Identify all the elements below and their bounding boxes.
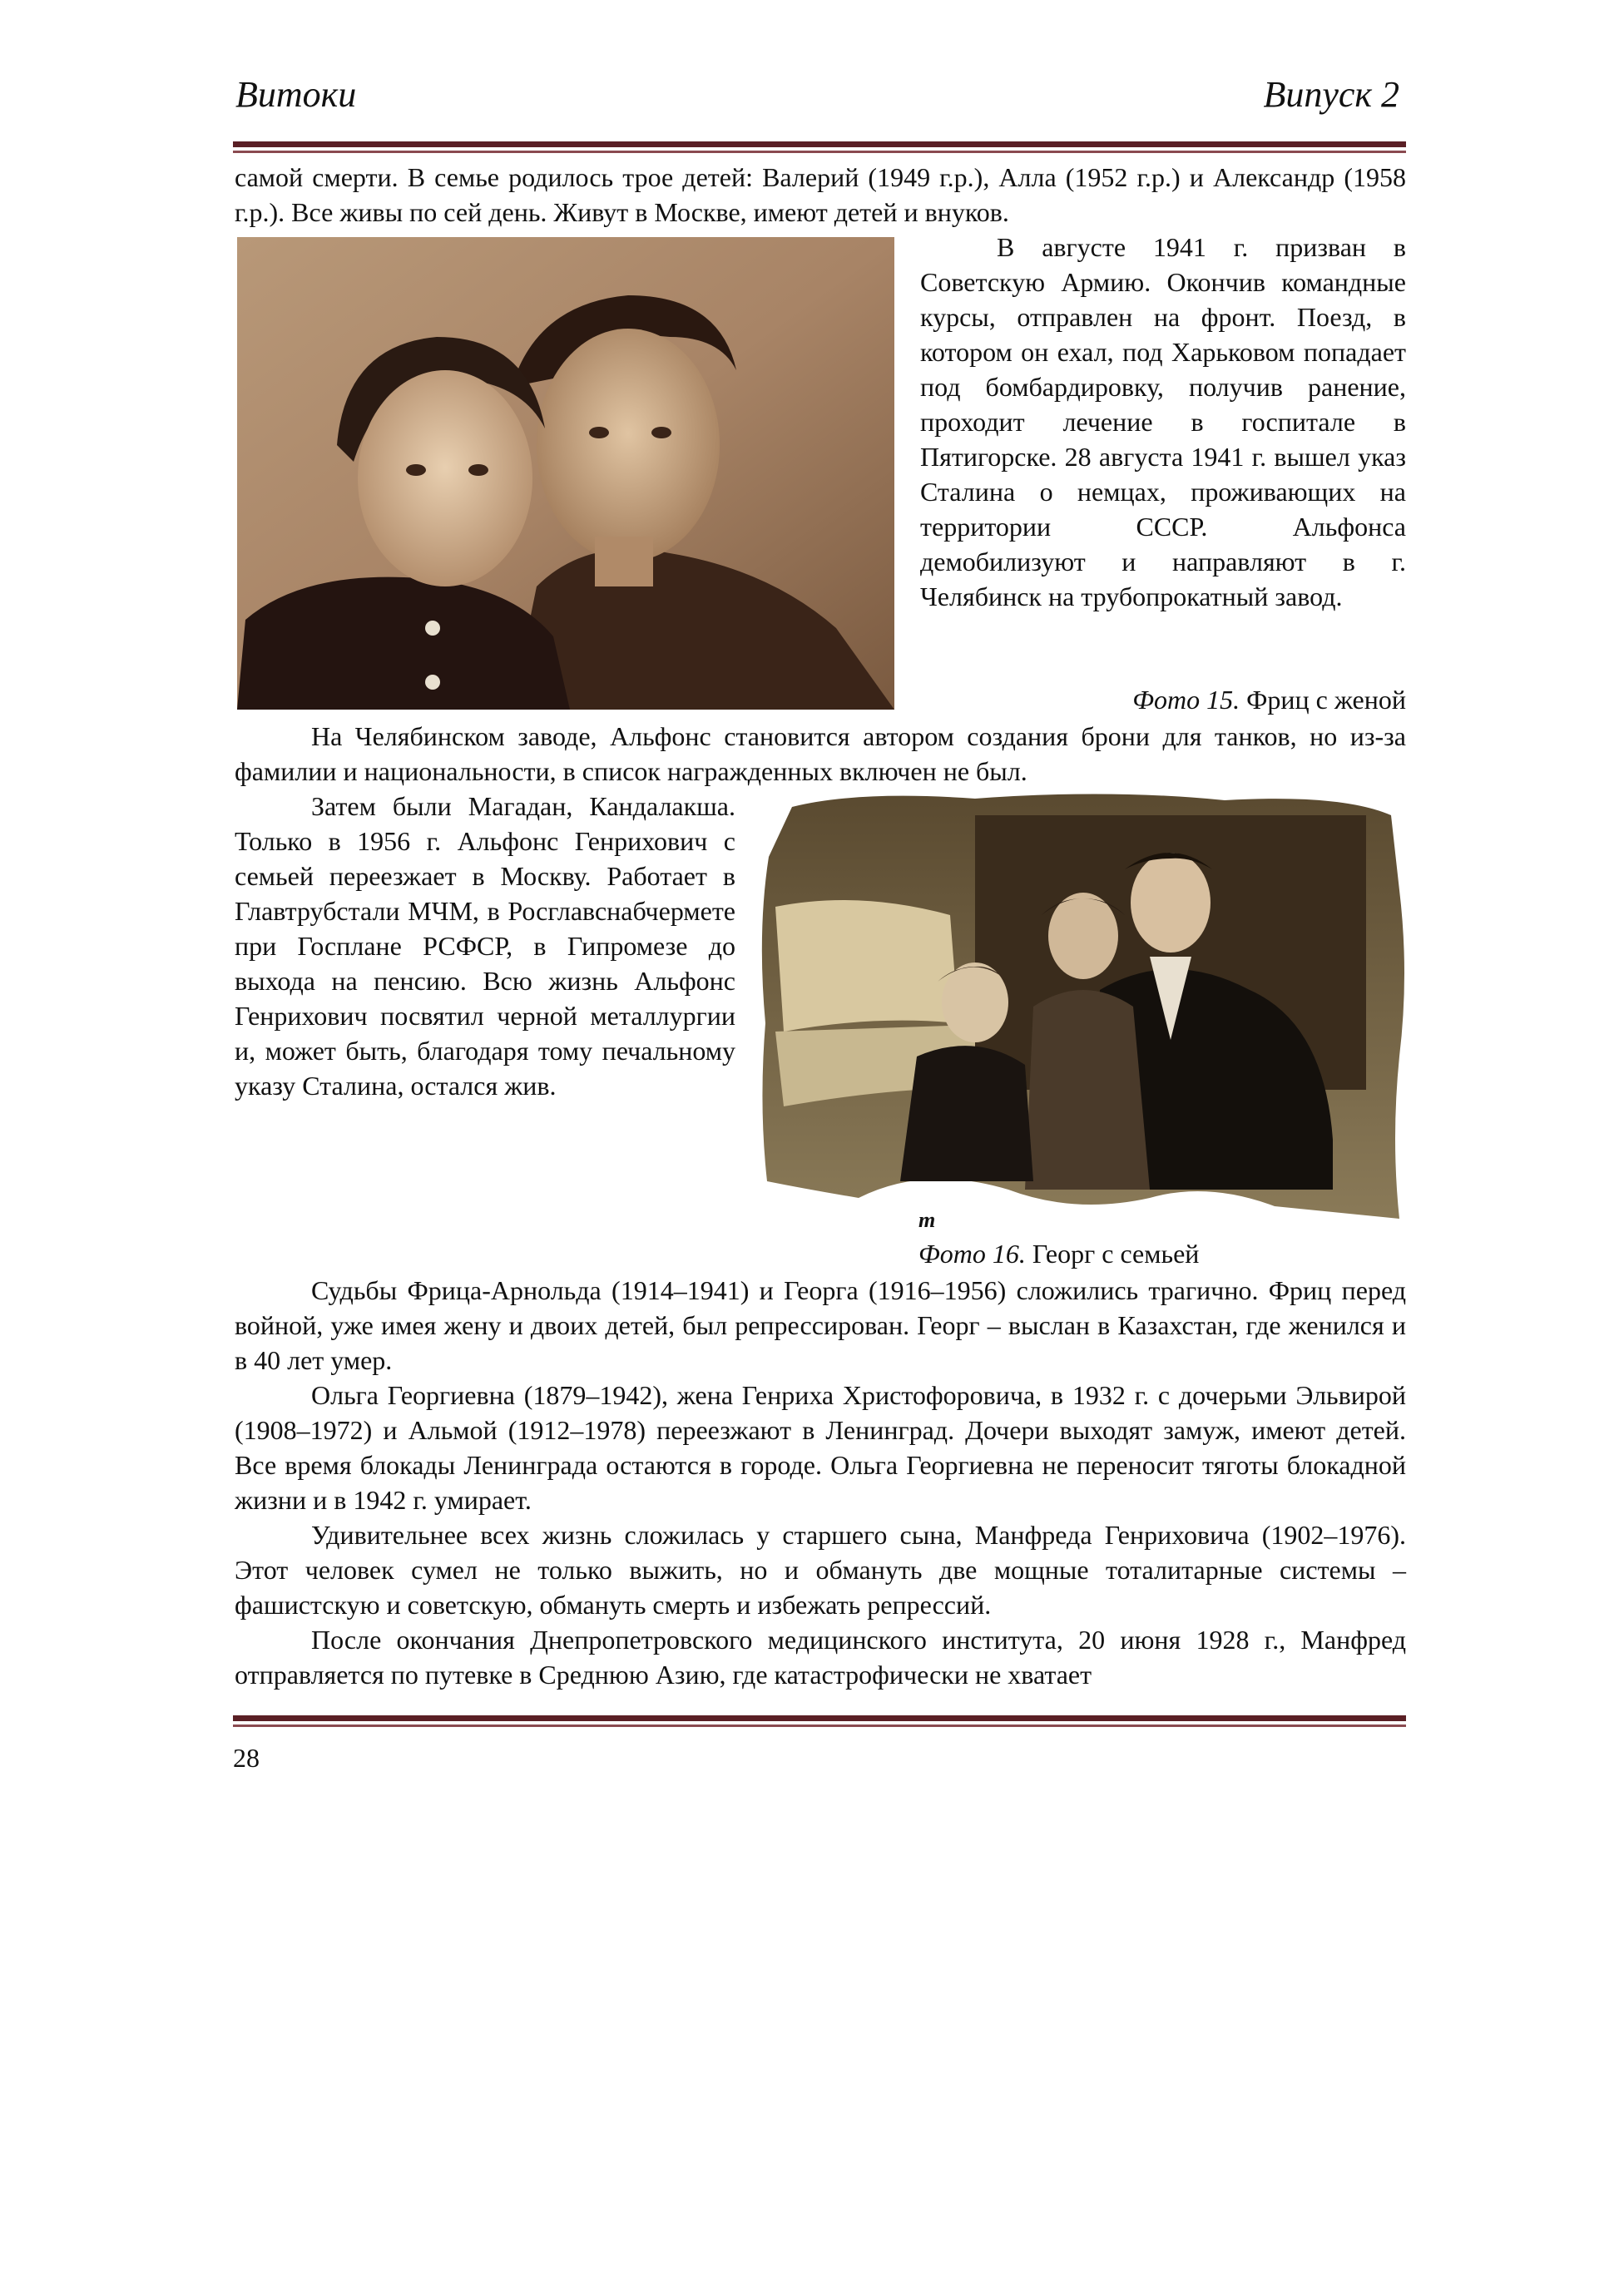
photo-georg-with-family <box>759 790 1409 1219</box>
photo15-caption-text: Фриц с женой <box>1240 685 1406 715</box>
paragraph-fritz-georg: Судьбы Фрица-Арнольда (1914–1941) и Георга (1916–1956) сложились трагично. Фриц перед войной, уже имея жену и двоих детей, был репрессирован. Георг – выслан в Казахстан, где женился и в 40 лет умер. <box>235 1275 1406 1375</box>
paragraph-institute: После окончания Днепропетровского медицинского института, 20 июня 1928 г., Манфред отправляется по путевке в Среднюю Азию, где катастрофически не хватает <box>235 1625 1406 1690</box>
running-header-issue: Випуск 2 <box>1263 74 1399 115</box>
page-number: 28 <box>233 1743 260 1773</box>
intro-paragraph: самой смерти. В семье родилось трое детей: Валерий (1949 г.р.), Алла (1952 г.р.) и Александр (1958 г.р.). Все живы по сей день. Живут в Москве, имеют детей и внуков. <box>235 162 1406 227</box>
side-paragraph-moscow: Затем были Магадан, Кандалакша. Только в 1956 г. Альфонс Генрихович с семьей переезжает в Москву. Работает в Главтрубстали МЧМ, в Росглавснабчермете при Госплане РСФСР, в Гипромезе до выхода на пенсию. Всю жизнь Альфонс Генрихович посвятил черной металлургии и, может быть, благодаря тому печальному указу Сталина, остался жив. <box>235 791 735 1101</box>
photo-fritz-with-wife <box>237 237 894 710</box>
photo15-caption <box>1132 682 1406 717</box>
paragraph-chelyabinsk: На Челябинском заводе, Альфонс становится автором создания брони для танков, но из-за фамилии и национальности, в список награжденных включен не был. <box>235 721 1406 786</box>
photo16-caption <box>918 1236 1199 1271</box>
paragraph-olga: Ольга Георгиевна (1879–1942), жена Генриха Христофоровича, в 1932 г. с дочерьми Эльвирой (1908–1972) и Альмой (1912–1978) переезжают в Ленинград. Дочери выходят замуж, имеют детей. Все время блокады Ленинграда остаются в городе. Ольга Георгиевна не переносит тяготы блокадной жизни и в 1942 г. умирает. <box>235 1380 1406 1515</box>
body-paragraphs <box>235 1273 1406 1692</box>
header-rule <box>233 141 1406 153</box>
footer-rule <box>233 1715 1406 1727</box>
photo16-caption-text: Георг с семьей <box>1025 1239 1200 1269</box>
running-header-title: Витоки <box>235 74 357 115</box>
stray-mark: m <box>918 1208 936 1232</box>
side-paragraph-army: В августе 1941 г. призван в Советскую Армию. Окончив командные курсы, отправлен на фронт. Поезд, в котором он ехал, под Харьковом попадает под бомбардировку, получив ранение, проходит лечение в госпитале в Пятигорске. 28 августа 1941 г. вышел указ Сталина о немцах, проживающих на территории СССР. Альфонса демобилизуют и направляют в г. Челябинск на трубопрокатный завод. <box>920 232 1406 611</box>
photo16-caption-prefix: Фото 16. <box>918 1239 1026 1269</box>
photo15-caption-prefix: Фото 15. <box>1132 685 1240 715</box>
paragraph-manfred: Удивительнее всех жизнь сложилась у старшего сына, Манфреда Генриховича (1902–1976). Этот человек сумел не только выжить, но и обмануть две мощные тоталитарные системы – фашистскую и советскую, обмануть смерть и избежать репрессий. <box>235 1520 1406 1620</box>
